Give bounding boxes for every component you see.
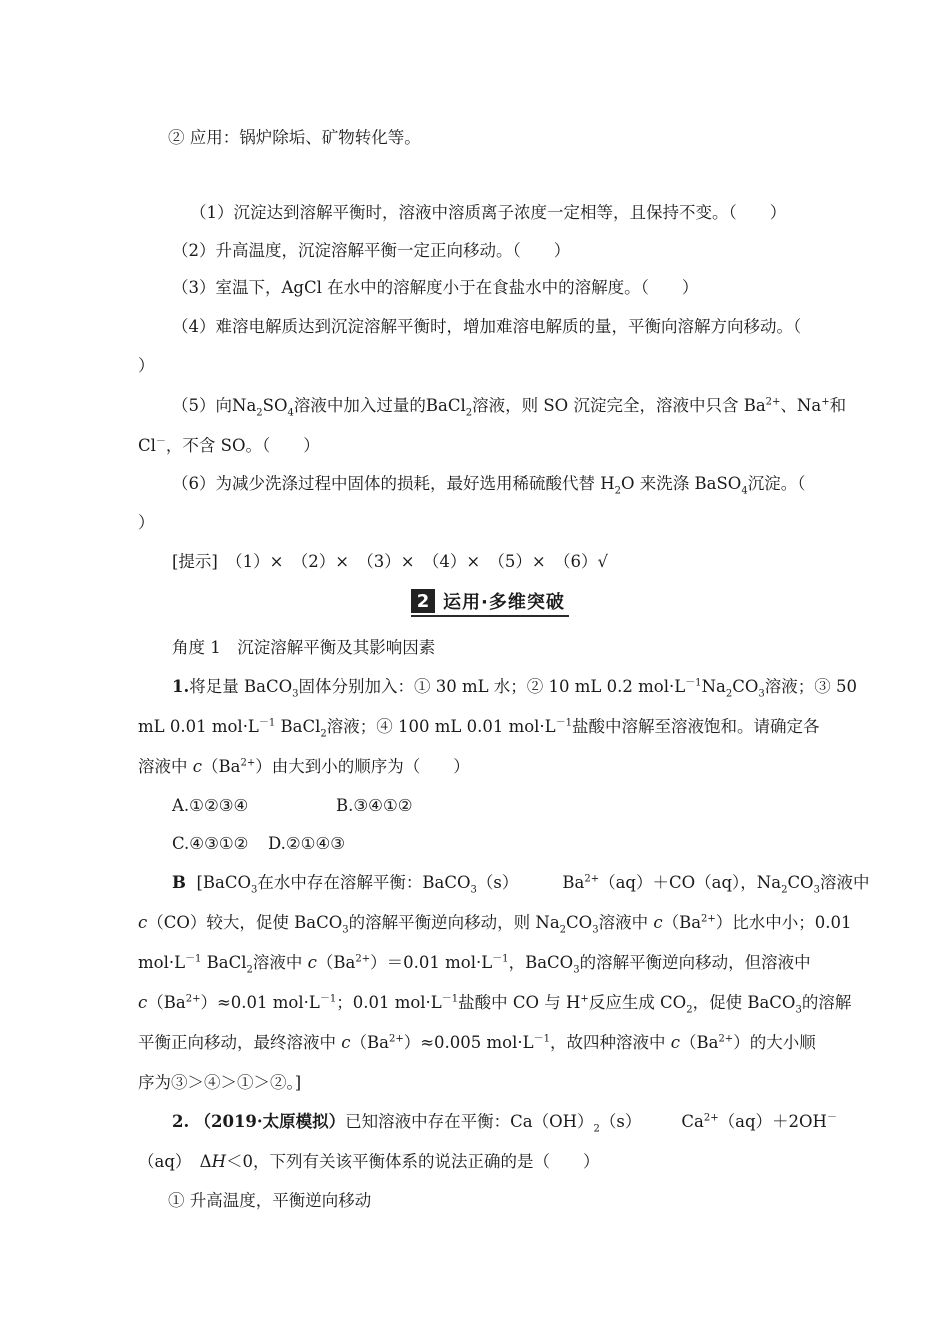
option-c: C.④③①② [172, 834, 249, 853]
judgement-5: （5）向$Na_2SO_4$溶液中加入过量的BaCl$_2$溶液，则 SO 沉淀完全，溶液中只含 $Ba^{2+}$、Na+和 [172, 396, 847, 419]
section-banner [411, 587, 569, 617]
judgement-6: （6）为减少洗涤过程中固体的损耗，最好选用稀硫酸代替 $H_2O$ 来洗涤 BaSO$_4$沉淀。（ [172, 474, 806, 497]
question-2-line-2: （aq） ΔH＜0，下列有关该平衡体系的说法正确的是（ ） [138, 1152, 600, 1171]
question-1-line-2: mL 0.01 $mol\cdot L^{-1}$ BaCl$_2$溶液；④ 100 mL 0.01 $mol\cdot L^{-1}$盐酸中溶解至溶液饱和。请确定各 [138, 717, 820, 740]
answer-1-line-2: c（CO）较大，促使 BaCO$_3$的溶解平衡逆向移动，则 $Na_2CO_3$溶液中 $c(Ba^{2+})$比水中小；0.01 [138, 913, 852, 936]
option-b: B.③④①② [336, 796, 413, 815]
angle-title: 角度 1 沉淀溶解平衡及其影响因素 [172, 638, 436, 657]
option-d: D.②①④③ [268, 834, 346, 853]
answer-1-line-1: B [BaCO$_3$在水中存在溶解平衡：BaCO$_3$（s） $Ba^{2+}(aq)+CO(aq)$，$Na_2CO_3$溶液中 [172, 873, 870, 896]
judgement-4-close: ） [138, 356, 155, 375]
judgement-1: （1）沉淀达到溶解平衡时，溶液中溶质离子浓度一定相等，且保持不变。（ ） [190, 203, 787, 222]
answer-1-line-4: $c(Ba^{2+})\approx 0.01$ $mol\cdot L^{-1}$；0.01 $mol\cdot L^{-1}$盐酸中 CO 与 H+反应生成 $CO_2$，促使 BaCO$_3$的溶解 [138, 993, 852, 1016]
application-line: ② 应用：锅炉除垢、矿物转化等。 [168, 128, 421, 147]
section-number: 2 [411, 589, 435, 613]
hint-line: [提示] （1）× （2）× （3）× （4）× （5）× （6）√ [172, 552, 609, 571]
judgement-5-cont: Cl－，不含 SO。（ ） [138, 436, 320, 455]
answer-1-line-3: $mol\cdot L^{-1}$ BaCl$_2$溶液中 $c(Ba^{2+})=0.01$ $mol\cdot L^{-1}$，BaCO$_3$的溶解平衡逆向移动，但溶液中 [138, 953, 811, 976]
option-a: A.①②③④ [172, 796, 249, 815]
judgement-2: （2）升高温度，沉淀溶解平衡一定正向移动。（ ） [172, 241, 571, 260]
section-title: 运用·多维突破 [443, 592, 565, 613]
answer-1-line-6: 序为③＞④＞①＞②。] [138, 1073, 302, 1092]
judgement-4: （4）难溶电解质达到沉淀溶解平衡时，增加难溶电解质的量，平衡向溶解方向移动。（ [172, 317, 802, 336]
question-1-line-1: 1.将足量 BaCO$_3$固体分别加入：① 30 mL 水；② 10 mL 0.2 $mol\cdot L^{-1}Na_2CO_3$溶液；③ 50 [172, 677, 857, 700]
answer-1-line-5: 平衡正向移动，最终溶液中 $c(Ba^{2+})\approx 0.005$ $mol\cdot L^{-1}$，故四种溶液中 $c(Ba^{2+})$的大小顺 [138, 1033, 816, 1052]
question-1-line-3: 溶液中 $c(Ba^{2+})$由大到小的顺序为（ ） [138, 757, 470, 776]
question-2-line-1: 2. （2019·太原模拟）已知溶液中存在平衡：$Ca(OH)_2(s)$ $Ca^{2+}(aq)+2OH^-$ [172, 1112, 837, 1135]
question-2-item-1: ① 升高温度，平衡逆向移动 [168, 1191, 372, 1210]
judgement-3: （3）室温下，AgCl 在水中的溶解度小于在食盐水中的溶解度。（ ） [172, 278, 699, 297]
judgement-6-close: ） [138, 513, 155, 532]
